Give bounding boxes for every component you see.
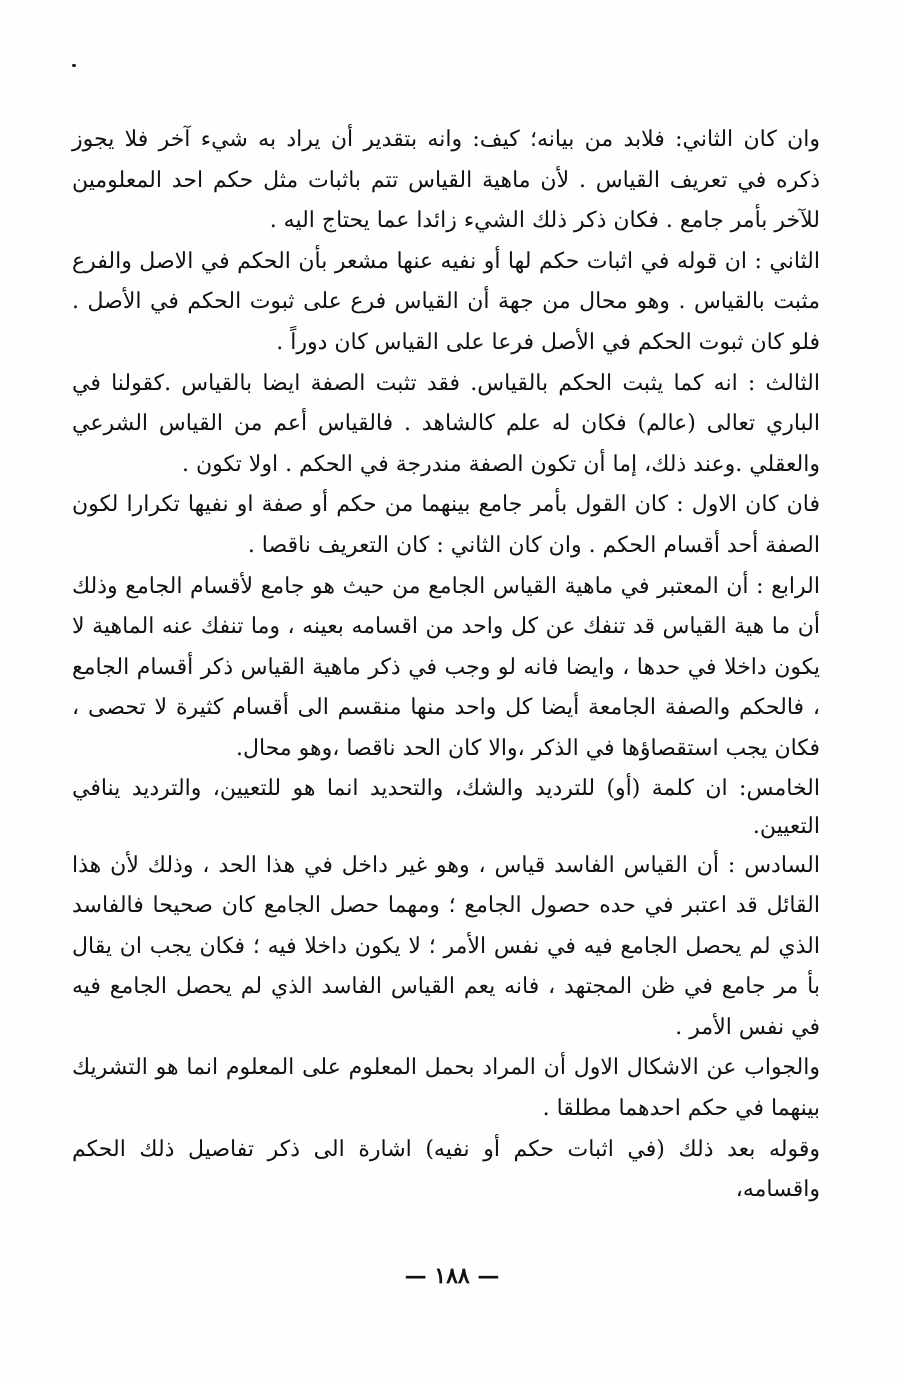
ink-speck	[72, 64, 76, 67]
paragraph-9: وقوله بعد ذلك (في اثبات حكم أو نفيه) اشارة الى ذكر تفاصيل ذلك الحكم واقسامه،	[72, 1136, 820, 1203]
paragraph-2: الثاني : ان قوله في اثبات حكم لها أو نفيه عنها مشعر بأن الحكم في الاصل والفرع مثبت بالقياس . وهو محال من جهة أن القياس فرع على ثبوت الحكم في الأصل . فلو كان ثبوت الحكم في الأصل فرعا على القياس كان دوراً .	[72, 248, 820, 355]
paragraph-6: الخامس: ان كلمة (أو) للترديد والشك، والتحديد انما هو للتعيين، والترديد ينافي التعيين.	[72, 775, 820, 839]
paragraph-8: والجواب عن الاشكال الاول أن المراد بحمل المعلوم على المعلوم انما هو التشريك بينهما في حكم احدهما مطلقا .	[72, 1055, 820, 1122]
paragraph-4: فان كان الاول : كان القول بأمر جامع بينهما من حكم أو صفة او نفيها تكرارا لكون الصفة أحد أقسام الحكم . وان كان الثاني : كان التعريف ناقصا .	[72, 492, 820, 558]
paragraph-7: السادس : أن القياس الفاسد قياس ، وهو غير داخل في هذا الحد ، وذلك لأن هذا القائل قد اعتبر في حده حصول الجامع ؛ ومهما حصل الجامع كان صحيحا فالفاسد الذي لم يحصل الجامع فيه في نفس الأمر ؛ لا يكون داخلا فيه ؛ فكان يجب ان يقال بأ مر جامع في ظن المجتهد ، فانه يعم القياس الفاسد الذي لم يحصل الجامع فيه في نفس الأمر .	[72, 852, 821, 1040]
body-text	[72, 120, 820, 1211]
paragraph-5: الرابع : أن المعتبر في ماهية القياس الجامع من حيث هو جامع لأقسام الجامع وذلك أن ما هية القياس قد تنفك عن كل واحد من اقسامه بعينه ، وما تنفك عنه الماهية لا يكون داخلا في حدها ، وايضا فانه لو وجب في ذكر ماهية القياس ذكر أقسام الجامع ، فالحكم والصفة الجامعة أيضا كل واحد منها منقسم الى أقسام كثيرة لا تحصى ، فكان يجب استقصاؤها في الذكر ،والا كان الحد ناقصا ،وهو محال.	[72, 573, 820, 761]
paragraph-3: الثالث : انه كما يثبت الحكم بالقياس. فقد تثبت الصفة ايضا بالقياس .كقولنا في الباري تعالى (عالم) فكان له علم كالشاهد . فالقياس أعم من القياس الشرعي والعقلي .وعند ذلك، إما أن تكون الصفة مندرجة في الحكم . اولا تكون .	[72, 370, 820, 477]
paragraph-1: وان كان الثاني: فلابد من بيانه؛ كيف: وانه بتقدير أن يراد به شيء آخر فلا يجوز ذكره في تعريف القياس . لأن ماهية القياس تتم باثبات مثل حكم احد المعلومين للآخر بأمر جامع . فكان ذكر ذلك الشيء زائدا عما يحتاج اليه .	[72, 127, 820, 234]
page-number: — ١٨٨ —	[404, 1263, 500, 1289]
